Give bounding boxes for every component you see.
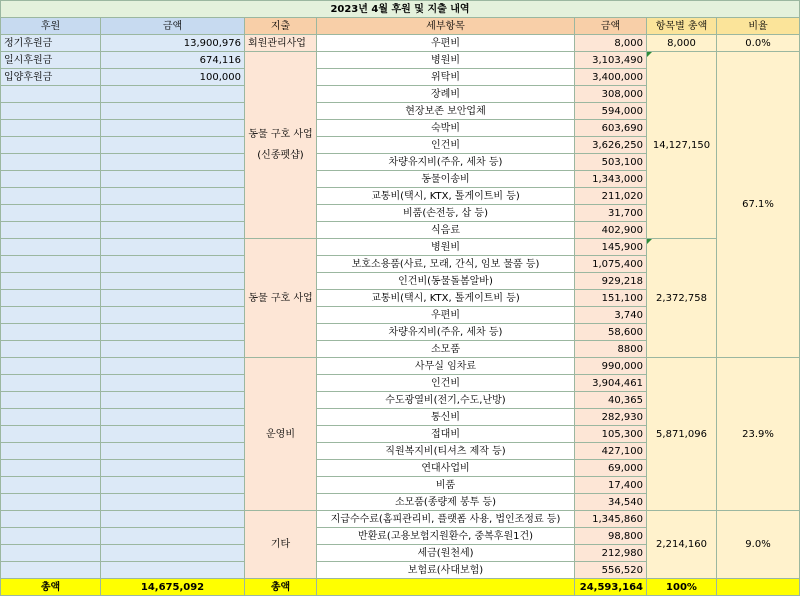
detail-item-cell[interactable]: 교통비(택시, KTX, 톨게이트비 등) [317,290,575,307]
detail-amount-cell[interactable]: 105,300 [575,426,647,443]
detail-item-cell[interactable]: 사무실 임차료 [317,358,575,375]
detail-amount-cell[interactable]: 3,626,250 [575,137,647,154]
ratio-total[interactable]: 100% [647,579,717,596]
detail-amount-cell[interactable]: 58,600 [575,324,647,341]
donation-name-cell[interactable]: 일시후원금 [1,52,101,69]
empty-cell[interactable] [1,120,101,137]
empty-cell[interactable] [1,341,101,358]
empty-cell[interactable] [101,120,245,137]
detail-item-cell[interactable]: 비품 [317,477,575,494]
detail-item-cell[interactable]: 차량유지비(주유, 세차 등) [317,154,575,171]
sheet-title[interactable]: 2023년 4월 후원 및 지출 내역 [1,1,800,18]
empty-cell[interactable] [1,511,101,528]
empty-cell[interactable] [101,171,245,188]
detail-item-cell[interactable]: 지급수수료(홈피관리비, 플랫폼 사용, 법인조정료 등) [317,511,575,528]
detail-item-cell[interactable]: 인건비 [317,137,575,154]
detail-amount-cell[interactable]: 31,700 [575,205,647,222]
header-donation[interactable]: 후원 [1,18,101,35]
empty-cell[interactable] [101,341,245,358]
detail-amount-cell[interactable]: 34,540 [575,494,647,511]
table-row [1,511,800,528]
detail-amount-cell[interactable]: 8,000 [575,35,647,52]
expense-category-cell[interactable]: 동물 구호 사업 [245,239,317,358]
item-total-cell[interactable]: 5,871,096 [647,358,717,511]
expense-category-cell[interactable]: 기타 [245,511,317,579]
detail-amount-cell[interactable]: 1,343,000 [575,171,647,188]
detail-item-cell[interactable]: 세금(원천세) [317,545,575,562]
empty-cell[interactable] [1,222,101,239]
empty-cell[interactable] [101,460,245,477]
empty-cell[interactable] [1,256,101,273]
empty-cell[interactable] [101,511,245,528]
empty-cell[interactable] [1,86,101,103]
empty-cell[interactable] [1,273,101,290]
empty-cell[interactable] [1,426,101,443]
detail-amount-cell[interactable]: 402,900 [575,222,647,239]
detail-item-cell[interactable]: 위탁비 [317,69,575,86]
empty-cell[interactable] [101,137,245,154]
detail-amount-cell[interactable]: 929,218 [575,273,647,290]
empty-cell[interactable] [101,222,245,239]
detail-item-cell[interactable]: 장례비 [317,86,575,103]
donation-amount-cell[interactable]: 100,000 [101,69,245,86]
detail-amount-cell[interactable]: 17,400 [575,477,647,494]
empty-cell[interactable] [1,290,101,307]
expense-total-label[interactable]: 총액 [245,579,317,596]
empty-cell[interactable] [1,324,101,341]
expense-category-cell[interactable]: 회원관리사업 [245,35,317,52]
detail-amount-cell[interactable]: 212,980 [575,545,647,562]
empty-cell[interactable] [1,477,101,494]
empty-cell[interactable] [1,443,101,460]
donation-name-cell[interactable]: 정기후원금 [1,35,101,52]
detail-item-cell[interactable]: 수도광열비(전기,수도,난방) [317,392,575,409]
empty-cell[interactable] [1,392,101,409]
empty-cell[interactable] [101,358,245,375]
detail-amount-cell[interactable]: 603,690 [575,120,647,137]
ratio-cell[interactable]: 23.9% [717,358,800,511]
item-total-cell[interactable]: 14,127,150 [647,52,717,239]
detail-amount-cell[interactable]: 3,103,490 [575,52,647,69]
empty-cell[interactable] [1,562,101,579]
empty-cell[interactable] [1,545,101,562]
donation-name-cell[interactable]: 입양후원금 [1,69,101,86]
table-row [1,358,800,375]
detail-item-cell[interactable]: 병원비 [317,239,575,256]
detail-amount-cell[interactable]: 3,740 [575,307,647,324]
detail-item-cell[interactable]: 현장보존 보안업체 [317,103,575,120]
empty-cell[interactable] [101,256,245,273]
detail-item-cell[interactable]: 직원복지비(티셔츠 제작 등) [317,443,575,460]
empty-cell[interactable] [1,103,101,120]
empty-cell[interactable] [101,307,245,324]
table-row [1,52,800,69]
detail-item-cell[interactable]: 동물이송비 [317,171,575,188]
detail-amount-cell[interactable]: 556,520 [575,562,647,579]
detail-amount-cell[interactable]: 69,000 [575,460,647,477]
empty-cell[interactable] [101,290,245,307]
empty-cell[interactable] [101,86,245,103]
expense-total-amount[interactable]: 24,593,164 [575,579,647,596]
detail-item-cell[interactable]: 보험료(사대보험) [317,562,575,579]
empty-cell[interactable] [101,426,245,443]
detail-amount-cell[interactable]: 145,900 [575,239,647,256]
detail-amount-cell[interactable]: 594,000 [575,103,647,120]
ratio-cell[interactable]: 9.0% [717,511,800,579]
detail-item-cell[interactable]: 교통비(택시, KTX, 톨게이트비 등) [317,188,575,205]
item-total-cell[interactable]: 2,372,758 [647,239,717,358]
empty-cell[interactable] [1,358,101,375]
detail-item-cell[interactable]: 우편비 [317,307,575,324]
detail-item-cell[interactable]: 소모품(종량제 봉투 등) [317,494,575,511]
empty-cell[interactable] [101,239,245,256]
detail-amount-cell[interactable]: 151,100 [575,290,647,307]
empty-cell[interactable] [1,494,101,511]
empty-cell[interactable] [1,205,101,222]
empty-cell[interactable] [101,154,245,171]
empty-cell[interactable] [101,188,245,205]
header-detail-amount[interactable]: 금액 [575,18,647,35]
empty-cell[interactable] [1,307,101,324]
empty-cell[interactable] [101,443,245,460]
empty-cell[interactable] [1,188,101,205]
empty-cell[interactable] [101,562,245,579]
expense-category-cell[interactable]: 운영비 [245,358,317,511]
item-total-cell[interactable]: 2,214,160 [647,511,717,579]
empty-cell[interactable] [1,154,101,171]
detail-amount-cell[interactable]: 1,075,400 [575,256,647,273]
detail-item-cell[interactable]: 비품(손전등, 삽 등) [317,205,575,222]
header-amount[interactable]: 금액 [101,18,245,35]
empty-cell[interactable] [1,171,101,188]
donation-amount-cell[interactable]: 13,900,976 [101,35,245,52]
table-row [1,239,800,256]
detail-amount-cell[interactable]: 211,020 [575,188,647,205]
total-row [1,579,800,596]
empty-cell[interactable] [101,103,245,120]
detail-item-cell[interactable]: 식음료 [317,222,575,239]
empty-cell[interactable] [101,409,245,426]
ratio-cell[interactable]: 0.0% [717,35,800,52]
empty-cell[interactable] [101,324,245,341]
detail-amount-cell[interactable]: 427,100 [575,443,647,460]
empty-cell[interactable] [101,392,245,409]
detail-amount-cell[interactable]: 3,400,000 [575,69,647,86]
detail-amount-cell[interactable]: 308,000 [575,86,647,103]
empty-cell[interactable] [101,477,245,494]
detail-item-cell[interactable]: 연대사업비 [317,460,575,477]
empty-cell[interactable] [1,460,101,477]
detail-item-cell[interactable]: 접대비 [317,426,575,443]
empty-cell[interactable] [1,239,101,256]
detail-item-cell[interactable]: 반환료(고용보험지원환수, 중복후원1건) [317,528,575,545]
detail-item-cell[interactable]: 숙박비 [317,120,575,137]
detail-item-cell[interactable]: 우편비 [317,35,575,52]
header-expense[interactable]: 지출 [245,18,317,35]
detail-amount-cell[interactable]: 1,345,860 [575,511,647,528]
detail-amount-cell[interactable]: 990,000 [575,358,647,375]
donation-total-amount[interactable]: 14,675,092 [101,579,245,596]
detail-item-cell[interactable]: 소모품 [317,341,575,358]
header-ratio[interactable]: 비율 [717,18,800,35]
empty-cell[interactable] [317,579,575,596]
empty-cell[interactable] [101,205,245,222]
detail-amount-cell[interactable]: 3,904,461 [575,375,647,392]
header-detail[interactable]: 세부항목 [317,18,575,35]
empty-cell[interactable] [101,375,245,392]
expense-category-cell[interactable]: 동물 구호 사업 (신종펫샵) [245,52,317,239]
ratio-cell[interactable]: 67.1% [717,52,800,358]
detail-item-cell[interactable]: 보호소용품(사료, 모래, 간식, 임보 물품 등) [317,256,575,273]
detail-item-cell[interactable]: 병원비 [317,52,575,69]
detail-amount-cell[interactable]: 98,800 [575,528,647,545]
empty-cell[interactable] [101,545,245,562]
empty-cell[interactable] [1,137,101,154]
detail-item-cell[interactable]: 차량유지비(주유, 세차 등) [317,324,575,341]
detail-amount-cell[interactable]: 282,930 [575,409,647,426]
table-row [1,35,800,52]
detail-amount-cell[interactable]: 8800 [575,341,647,358]
detail-amount-cell[interactable]: 40,365 [575,392,647,409]
donation-total-label[interactable]: 총액 [1,579,101,596]
empty-cell[interactable] [101,494,245,511]
detail-item-cell[interactable]: 통신비 [317,409,575,426]
detail-item-cell[interactable]: 인건비 [317,375,575,392]
empty-cell[interactable] [717,579,800,596]
donation-amount-cell[interactable]: 674,116 [101,52,245,69]
item-total-cell[interactable]: 8,000 [647,35,717,52]
detail-item-cell[interactable]: 인건비(동물돌봄알바) [317,273,575,290]
empty-cell[interactable] [1,409,101,426]
header-item-total[interactable]: 항목별 총액 [647,18,717,35]
detail-amount-cell[interactable]: 503,100 [575,154,647,171]
empty-cell[interactable] [101,273,245,290]
empty-cell[interactable] [1,375,101,392]
